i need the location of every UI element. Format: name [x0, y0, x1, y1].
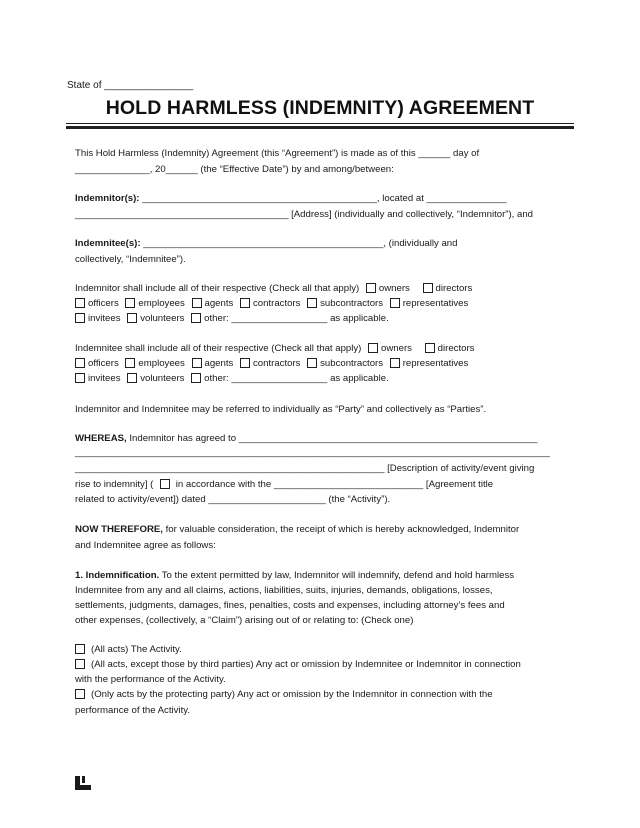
option-except-third-parties-cont: with the performance of the Activity. [75, 674, 226, 685]
indemnitee-other-field[interactable]: other: __________________ [204, 373, 328, 384]
indemnitor-employees-label: employees [138, 298, 185, 309]
parties-line: Indemnitor and Indemnitee may be referred to individually as “Party” and collectively as “Parties”. [75, 404, 487, 415]
section1-line-1 [75, 570, 514, 582]
section1-line-4: other expenses, (collectively, a “Claim”) arising out of or relating to: (Check one) [75, 615, 414, 626]
whereas-rise-text: rise to indemnity] ( [75, 479, 154, 490]
indemnitee-employees-label: employees [138, 358, 185, 369]
whereas-agreement-field[interactable]: in accordance with the ____________________________ [Agreement title [175, 479, 494, 490]
indemnitee-roles-line-2 [75, 358, 468, 370]
indemnitee-label: Indemnitee(s): [75, 238, 141, 249]
indemnitor-owners-label: owners [378, 283, 410, 294]
indemnitee-volunteers-label: volunteers [140, 373, 185, 384]
indemnitor-volunteers-label: volunteers [140, 313, 185, 324]
whereas-activity-field[interactable]: Indemnitor has agreed to ________________________________________________________ [126, 433, 538, 444]
option-protecting-party-cont: performance of the Activity. [75, 705, 190, 716]
option-all-acts-checkbox[interactable] [75, 644, 85, 654]
indemnitee-agents-checkbox[interactable] [192, 358, 202, 368]
section1-text: To the extent permitted by law, Indemnitor will indemnify, defend and hold harmless [159, 570, 515, 581]
indemnitor-agents-label: agents [204, 298, 234, 309]
indemnitee-name-field[interactable]: _____________________________________________, (individually and [140, 238, 458, 249]
intro-line-2[interactable]: ______________, 20______ (the “Effective Date”) by and among/between: [75, 164, 394, 175]
indemnitee-invitees-label: invitees [88, 373, 121, 384]
indemnitor-roles-line-3 [75, 313, 389, 325]
indemnitor-roles-line-1 [75, 283, 472, 295]
indemnitee-roles-lead: Indemnitee shall include all of their respective (Check all that apply) [75, 343, 362, 354]
option-all-acts [75, 644, 182, 656]
indemnitor-officers-checkbox[interactable] [75, 298, 85, 308]
indemnitee-representatives-checkbox[interactable] [390, 358, 400, 368]
now-therefore-label: NOW THEREFORE, [75, 524, 163, 535]
indemnitee-contractors-label: contractors [252, 358, 301, 369]
indemnitor-roles-line-2 [75, 298, 468, 310]
state-line[interactable]: State of ________________ [67, 80, 194, 91]
title-rule-thin [66, 123, 574, 124]
indemnitor-roles-lead: Indemnitor shall include all of their respective (Check all that apply) [75, 283, 360, 294]
indemnitee-other-checkbox[interactable] [191, 373, 201, 383]
indemnitor-officers-label: officers [88, 298, 119, 309]
whereas-line-2[interactable]: _________________________________________________________________________________________ [75, 447, 550, 458]
section1-line-3: settlements, judgments, damages, fines, penalties, costs and expenses, including attorney’s fees and [75, 600, 505, 611]
document-title: HOLD HARMLESS (INDEMNITY) AGREEMENT [105, 97, 535, 119]
indemnitor-invitees-checkbox[interactable] [75, 313, 85, 323]
indemnitor-representatives-checkbox[interactable] [390, 298, 400, 308]
indemnitor-employees-checkbox[interactable] [125, 298, 135, 308]
whereas-line-3[interactable]: __________________________________________________________ [Description of activity/event giving [75, 463, 535, 474]
indemnitor-applicable-label: as applicable. [330, 313, 389, 324]
indemnitee-officers-checkbox[interactable] [75, 358, 85, 368]
indemnitee-agents-label: agents [204, 358, 234, 369]
now-therefore-text: for valuable consideration, the receipt of which is hereby acknowledged, Indemnitor [162, 524, 520, 535]
indemnitee-representatives-label: representatives [402, 358, 469, 369]
option-except-third-parties-checkbox[interactable] [75, 659, 85, 669]
indemnitee-roles-line-1 [75, 343, 474, 355]
indemnitee-line-1[interactable] [75, 238, 457, 250]
option-except-third-parties [75, 659, 521, 671]
indemnitor-invitees-label: invitees [88, 313, 121, 324]
indemnitee-officers-label: officers [88, 358, 119, 369]
indemnitor-owners-checkbox[interactable] [366, 283, 376, 293]
indemnitor-agents-checkbox[interactable] [192, 298, 202, 308]
indemnitor-volunteers-checkbox[interactable] [127, 313, 137, 323]
indemnitor-subcontractors-checkbox[interactable] [307, 298, 317, 308]
indemnitor-name-field[interactable]: ____________________________________________, located at _______________ [139, 193, 507, 204]
option-protecting-party-checkbox[interactable] [75, 689, 85, 699]
indemnitee-invitees-checkbox[interactable] [75, 373, 85, 383]
agreement-checkbox[interactable] [160, 479, 170, 489]
indemnitee-directors-checkbox[interactable] [425, 343, 435, 353]
indemnitor-directors-label: directors [435, 283, 473, 294]
option-protecting-party [75, 689, 493, 701]
intro-line-1[interactable]: This Hold Harmless (Indemnity) Agreement (this “Agreement”) is made as of this ______ day of [75, 148, 480, 159]
option-except-third-parties-label: (All acts, except those by third parties) Any act or omission by Indemnitee or Indemnitor in connection [91, 659, 521, 670]
indemnitee-employees-checkbox[interactable] [125, 358, 135, 368]
indemnitor-other-field[interactable]: other: __________________ [204, 313, 328, 324]
now-therefore-line-1 [75, 524, 519, 536]
indemnitor-label: Indemnitor(s): [75, 193, 140, 204]
indemnitee-contractors-checkbox[interactable] [240, 358, 250, 368]
indemnitee-volunteers-checkbox[interactable] [127, 373, 137, 383]
section1-line-2: Indemnitee from any and all claims, actions, liabilities, suits, injuries, demands, obligations, losses, [75, 585, 493, 596]
indemnitor-line-1[interactable] [75, 193, 507, 205]
indemnitor-representatives-label: representatives [402, 298, 469, 309]
indemnitee-line-2: collectively, “Indemnitee”). [75, 254, 186, 265]
indemnitor-contractors-label: contractors [252, 298, 301, 309]
whereas-label: WHEREAS, [75, 433, 127, 444]
whereas-line-5[interactable]: related to activity/event]) dated ______________________ (the “Activity”). [75, 494, 391, 505]
indemnitor-line-2[interactable]: ________________________________________ [Address] (individually and collectively, “Indemnitor”), and [75, 209, 533, 220]
indemnitor-other-checkbox[interactable] [191, 313, 201, 323]
indemnitee-applicable-label: as applicable. [330, 373, 389, 384]
whereas-line-1[interactable] [75, 433, 538, 445]
option-all-acts-label: (All acts) The Activity. [91, 644, 182, 655]
indemnitor-subcontractors-label: subcontractors [320, 298, 384, 309]
indemnitee-roles-line-3 [75, 373, 389, 385]
indemnitor-contractors-checkbox[interactable] [240, 298, 250, 308]
indemnitee-subcontractors-label: subcontractors [320, 358, 384, 369]
legal-templates-logo-icon [75, 776, 91, 790]
indemnitor-directors-checkbox[interactable] [423, 283, 433, 293]
title-rule-thick [66, 126, 574, 129]
indemnitee-owners-checkbox[interactable] [368, 343, 378, 353]
indemnitee-owners-label: owners [381, 343, 412, 354]
section1-heading: 1. Indemnification. [75, 570, 160, 581]
whereas-line-4[interactable] [75, 479, 493, 491]
indemnitee-directors-label: directors [437, 343, 475, 354]
now-therefore-line-2: and Indemnitee agree as follows: [75, 540, 216, 551]
option-protecting-party-label: (Only acts by the protecting party) Any act or omission by the Indemnitor in connection with the [91, 689, 493, 700]
indemnitee-subcontractors-checkbox[interactable] [307, 358, 317, 368]
